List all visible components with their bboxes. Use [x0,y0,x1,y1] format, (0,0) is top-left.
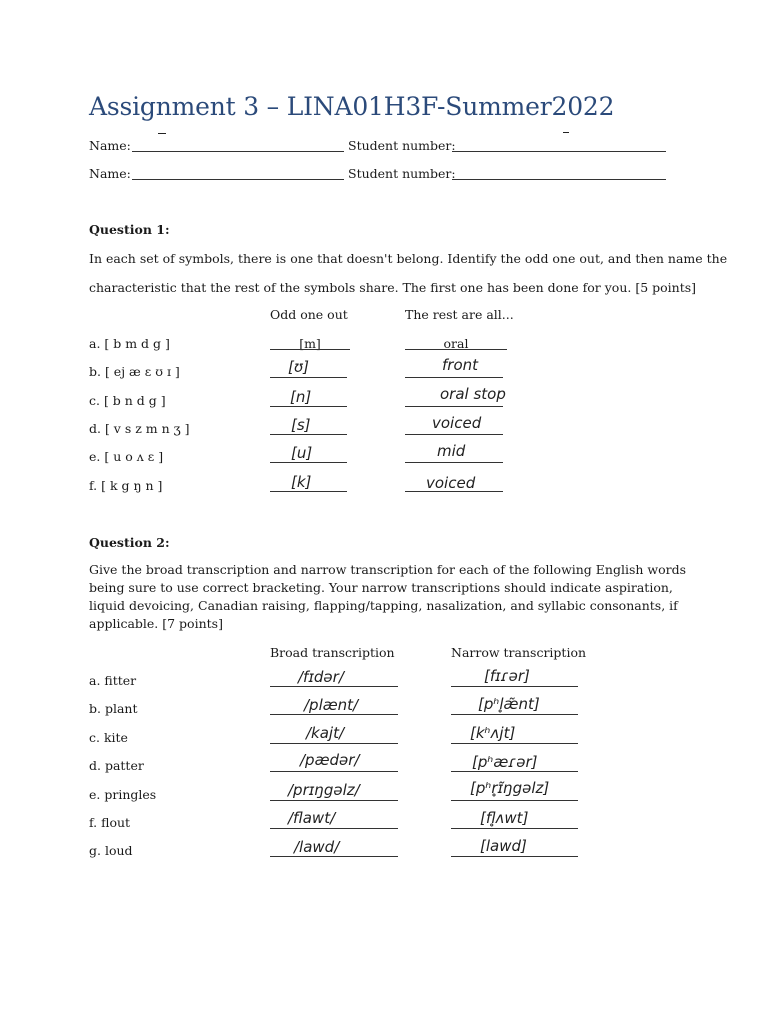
q2-handwritten-narrow: [pʰæɾər] [472,753,538,771]
q1-handwritten-rest: mid [437,442,466,460]
q1-answer-line[interactable] [270,491,347,492]
question-2-heading: Question 2: [89,535,170,550]
column-header-rest-are-all: The rest are all... [405,307,514,322]
name-field-2[interactable] [132,179,344,180]
name-label: Name: [89,166,131,181]
q1-row-label: f. [ k g ŋ n ] [89,478,163,493]
question-1-text-line-2: characteristic that the rest of the symbols share. The first one has been done for you. [5 points] [89,280,697,295]
q2-handwritten-broad: /flawt/ [288,809,336,827]
q2-answer-line[interactable] [451,800,578,801]
q2-answer-line[interactable] [270,686,398,687]
q2-row-label: d. patter [89,758,144,773]
q1-answer-line[interactable] [270,349,350,350]
q2-handwritten-broad: /plænt/ [304,696,359,714]
q2-row-label: g. loud [89,843,133,858]
q2-handwritten-narrow: [lawd] [480,837,527,855]
pen-mark [563,132,569,133]
student-number-field-2[interactable] [452,179,666,180]
q2-handwritten-broad: /prɪŋgəlz/ [288,781,360,799]
q1-handwritten-rest: oral stop [440,385,506,403]
q1-row-label: e. [ u o ʌ ɛ ] [89,449,164,464]
student-number-label: Student number: [348,166,456,181]
name-label: Name: [89,138,131,153]
q2-answer-line[interactable] [451,856,578,857]
student-number-label: Student number: [348,138,456,153]
q1-handwritten-odd: [k] [291,473,312,491]
question-2-text: Give the broad transcription and narrow transcription for each of the following English words being sure to use correct bracketing. Your narrow transcriptions should indicate aspiration, liquid devoicing, Canadian raising, flapping/tapping, nasalization, and syllabic consonants, if applicable. [7 points] [89,562,687,631]
q2-row-label: c. kite [89,730,128,745]
student-number-field-1[interactable] [452,151,666,152]
column-header-odd-one-out: Odd one out [270,307,348,322]
q1-answer-line[interactable] [270,434,347,435]
q2-row-label: b. plant [89,701,138,716]
q1-answer-line[interactable] [270,462,347,463]
q2-answer-line[interactable] [270,856,398,857]
q2-answer-line[interactable] [451,828,578,829]
question-1-text-line-1: In each set of symbols, there is one that doesn't belong. Identify the odd one out, and then name the [89,251,728,266]
q1-answer-line[interactable] [405,462,503,463]
column-header-broad: Broad transcription [270,645,395,660]
q1-row-label: a. [ b m d g ] [89,336,170,351]
q1-handwritten-odd: [n] [290,388,312,406]
q1-row-label: c. [ b n d g ] [89,393,166,408]
question-1-heading: Question 1: [89,222,170,237]
q2-row-label: a. fitter [89,673,137,688]
q1-answer-line[interactable] [270,377,347,378]
q2-answer-line[interactable] [270,743,398,744]
q1-handwritten-odd: [ʊ] [288,358,309,376]
name-field-1[interactable] [132,151,344,152]
column-header-narrow: Narrow transcription [451,645,587,660]
q1-row-label: d. [ v s z m n ʒ ] [89,421,190,436]
q2-answer-line[interactable] [270,771,398,772]
q1-row-label: b. [ ej æ ɛ ʊ ɪ ] [89,364,180,379]
q2-handwritten-broad: /kajt/ [306,724,345,742]
q1-answer-line[interactable] [405,349,507,350]
q2-handwritten-broad: /pædər/ [300,751,360,769]
q1-answer-line[interactable] [270,406,347,407]
q1-handwritten-rest: voiced [426,474,476,492]
q1-answer-line[interactable] [405,434,503,435]
q1-handwritten-rest: voiced [432,414,482,432]
page-title: Assignment 3 – LINA01H3F-Summer2022 [89,92,615,121]
q2-handwritten-broad: /lawd/ [294,838,340,856]
q2-answer-line[interactable] [451,714,578,715]
q2-handwritten-narrow: [kʰʌjt] [470,724,516,742]
q1-answer-line[interactable] [405,406,503,407]
q2-handwritten-narrow: [fl̥ʌwt] [480,809,529,827]
q1-handwritten-odd: [u] [291,444,313,462]
q2-answer-line[interactable] [451,743,578,744]
q2-row-label: e. pringles [89,787,157,802]
q2-handwritten-broad: /fɪdər/ [298,668,344,686]
q2-answer-line[interactable] [451,771,578,772]
q1-answer-rest: oral [443,336,469,351]
q2-handwritten-narrow: [pʰl̥æ̃nt] [478,695,540,713]
q1-handwritten-rest: front [442,356,479,374]
q1-handwritten-odd: [s] [291,416,311,434]
q2-answer-line[interactable] [270,714,398,715]
q1-answer-odd: [m] [299,336,321,351]
q2-handwritten-narrow: [fɪɾər] [484,667,530,685]
pen-mark [158,133,166,134]
q1-answer-line[interactable] [405,377,503,378]
q2-row-label: f. flout [89,815,131,830]
q2-answer-line[interactable] [451,686,578,687]
q1-answer-line[interactable] [405,491,503,492]
q2-answer-line[interactable] [270,800,398,801]
q2-handwritten-narrow: [pʰr̥ɪ̃ŋgəlz] [470,779,550,797]
q2-answer-line[interactable] [270,828,398,829]
